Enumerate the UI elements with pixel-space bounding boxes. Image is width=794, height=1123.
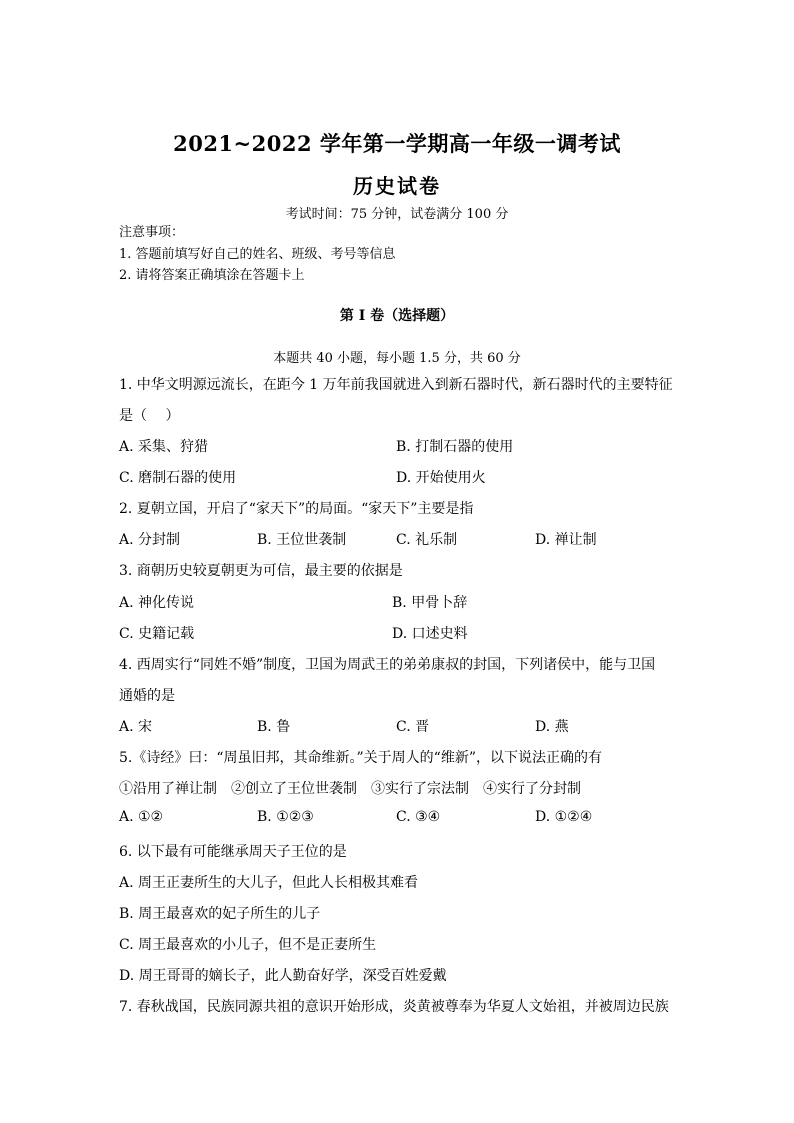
notice-item: 1. 答题前填写好自己的姓名、班级、考号等信息 [119,247,396,262]
option-a: A. 宋 [119,719,153,735]
option-c: C. 晋 [396,719,430,735]
option-d: D. ①②④ [535,809,593,825]
option-b: B. 王位世袭制 [257,532,347,548]
notice-item: 2. 请将答案正确填涂在答题卡上 [119,268,305,283]
question-stem: 3. 商朝历史较夏朝更为可信，最主要的依据是 [119,563,403,579]
exam-subject: 历史试卷 [353,174,441,198]
option-b: B. 打制石器的使用 [396,439,514,455]
option-a: A. 周王正妻所生的大儿子，但此人长相极其难看 [119,875,419,891]
option-d: D. 禅让制 [535,532,597,548]
option-d: D. 周王哥哥的嫡长子，此人勤奋好学，深受百姓爱戴 [119,968,447,984]
question-stem: 是（ ） [119,408,180,424]
question-statements: ①沿用了禅让制 ②创立了王位世袭制 ③实行了宗法制 ④实行了分封制 [119,781,581,797]
question-stem: 通婚的是 [119,688,175,704]
option-b: B. 周王最喜欢的妃子所生的儿子 [119,906,321,922]
exam-title: 2021~2022 学年第一学期高一年级一调考试 [173,131,621,156]
option-c: C. 周王最喜欢的小儿子，但不是正妻所生 [119,937,377,953]
option-c: C. ③④ [396,809,441,825]
option-a: A. 神化传说 [119,595,195,611]
option-c: C. 磨制石器的使用 [119,470,237,486]
question-stem: 6. 以下最有可能继承周天子王位的是 [119,844,347,860]
question-stem: 4. 西周实行“同姓不婚”制度，卫国为周武王的弟弟康叔的封国，下列诸侯中，能与卫国 [119,657,656,673]
option-b: B. ①②③ [257,809,314,825]
exam-info: 考试时间：75 分钟，试卷满分 100 分 [285,207,509,222]
notice-heading: 注意事项： [119,225,185,240]
option-d: D. 口述史料 [392,626,468,642]
question-stem: 7. 春秋战国，民族同源共祖的意识开始形成，炎黄被尊奉为华夏人文始祖，并被周边民族 [119,999,669,1015]
section-instruction: 本题共 40 小题，每小题 1.5 分，共 60 分 [273,351,521,366]
option-c: C. 礼乐制 [396,532,458,548]
question-stem: 2. 夏朝立国，开启了“家天下”的局面。“家天下”主要是指 [119,501,474,517]
option-d: D. 燕 [535,719,569,735]
option-a: A. 分封制 [119,532,181,548]
question-stem: 1. 中华文明源远流长，在距今 1 万年前我国就进入到新石器时代，新石器时代的主要特征 [119,377,673,393]
question-stem: 5.《诗经》曰：“周虽旧邦，其命维新。”关于周人的“维新”，以下说法正确的有 [119,750,602,766]
option-d: D. 开始使用火 [396,470,486,486]
option-b: B. 甲骨卜辞 [392,595,468,611]
option-a: A. 采集、狩猎 [119,439,209,455]
option-b: B. 鲁 [257,719,291,735]
section-title: 第 I 卷（选择题） [339,308,455,324]
option-a: A. ①② [119,809,164,825]
option-c: C. 史籍记载 [119,626,195,642]
